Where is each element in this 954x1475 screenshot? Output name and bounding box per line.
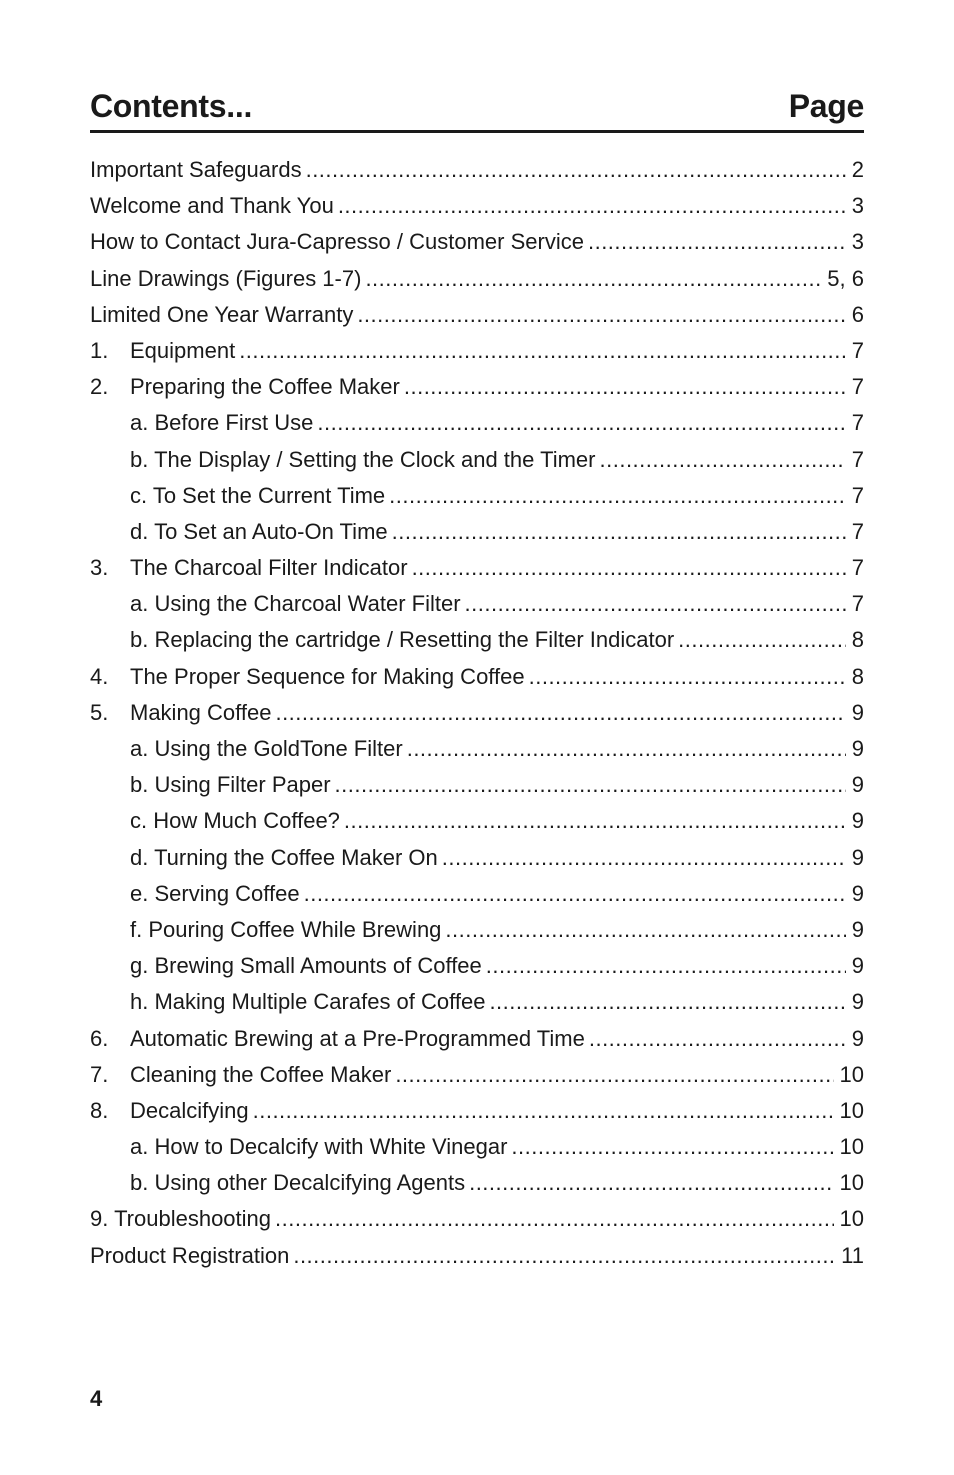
- toc-entry-page: 10: [839, 1097, 864, 1123]
- contents-header: [90, 80, 864, 126]
- toc-entry-number: 2.: [90, 374, 109, 400]
- toc-dot-leader: [239, 333, 846, 369]
- toc-entry-label: a. Using the GoldTone Filter: [130, 736, 403, 761]
- toc-entry-page: 9: [851, 880, 864, 906]
- toc-entry-page: 3: [851, 193, 864, 219]
- toc-entry-number: 3.: [90, 555, 109, 581]
- toc-entry-label: b. Using other Decalcifying Agents: [130, 1170, 466, 1196]
- toc-entry-page: 9: [851, 916, 864, 942]
- toc-dot-leader: [529, 659, 846, 695]
- toc-entry-page: 7: [851, 337, 864, 363]
- toc-entry-page: 9: [851, 772, 864, 798]
- toc-entry-label: 9. Troubleshooting: [90, 1206, 272, 1232]
- toc-entry: [90, 297, 864, 333]
- toc-entry: [90, 767, 864, 803]
- toc-entry-label: Automatic Brewing at a Pre-Programmed Time: [130, 1025, 585, 1051]
- toc-dot-leader: [589, 1021, 846, 1057]
- toc-entry: [90, 1165, 864, 1201]
- toc-dot-leader: [344, 803, 846, 839]
- toc-dot-leader: [465, 586, 846, 622]
- toc-dot-leader: [392, 514, 846, 550]
- toc-entry: [90, 514, 864, 550]
- toc-entry-page: 10: [839, 1134, 864, 1160]
- toc-entry-page: 9: [851, 736, 864, 761]
- toc-entry-label: Cleaning the Coffee Maker: [130, 1061, 392, 1087]
- toc-entry: [90, 442, 864, 478]
- toc-dot-leader: [304, 876, 846, 912]
- toc-entry-label: Equipment: [130, 337, 236, 363]
- toc-entry-label: b. Using Filter Paper: [130, 772, 331, 798]
- toc-entry-page: 11: [841, 1242, 864, 1268]
- toc-dot-leader: [600, 442, 846, 478]
- toc-entry: [90, 876, 864, 912]
- toc-entry-page: 5, 6: [827, 265, 864, 291]
- toc-entry: [90, 695, 864, 731]
- toc-entry-label: f. Pouring Coffee While Brewing: [130, 916, 442, 942]
- toc-entry: [90, 261, 864, 297]
- toc-entry-label: Limited One Year Warranty: [90, 301, 354, 327]
- toc-entry-page: 3: [851, 229, 864, 255]
- toc-entry-label: a. How to Decalcify with White Vinegar: [130, 1134, 508, 1160]
- toc-entry-label: d. To Set an Auto-On Time: [130, 518, 388, 544]
- toc-entry-number: 8.: [90, 1097, 109, 1123]
- toc-entry: [90, 1238, 864, 1274]
- toc-entry-label: b. The Display / Setting the Clock and the Timer: [130, 446, 596, 472]
- toc-dot-leader: [389, 478, 846, 514]
- toc-entry-page: 10: [839, 1061, 864, 1087]
- toc-dot-leader: [357, 297, 845, 333]
- toc-entry: [90, 1201, 864, 1237]
- toc-entry-number: 6.: [90, 1025, 109, 1051]
- toc-entry: [90, 1021, 864, 1057]
- toc-entry-page: 7: [851, 446, 864, 472]
- toc-entry-page: 7: [851, 374, 864, 400]
- toc-entry-label: h. Making Multiple Carafes of Coffee: [130, 989, 486, 1015]
- toc-entry-label: e. Serving Coffee: [130, 880, 300, 906]
- toc-entry-page: 10: [839, 1170, 864, 1196]
- toc-entry-label: Product Registration: [90, 1242, 290, 1268]
- toc-dot-leader: [442, 840, 846, 876]
- toc-entry-label: g. Brewing Small Amounts of Coffee: [130, 953, 482, 979]
- toc-entry: [90, 405, 864, 441]
- toc-entry-number: 4.: [90, 663, 109, 689]
- toc-entry-page: 7: [851, 555, 864, 581]
- toc-entry-page: 7: [851, 518, 864, 544]
- toc-entry-label: d. Turning the Coffee Maker On: [130, 844, 438, 870]
- toc-entry: [90, 550, 864, 586]
- page-number: 4: [90, 1386, 103, 1411]
- toc-entry-label: Preparing the Coffee Maker: [130, 374, 400, 400]
- toc-dot-leader: [404, 369, 846, 405]
- toc-dot-leader: [678, 622, 846, 658]
- toc-entry: [90, 586, 864, 622]
- toc-entry-page: 10: [839, 1206, 864, 1232]
- toc-entry-label: Making Coffee: [130, 699, 272, 725]
- toc-dot-leader: [306, 152, 846, 188]
- toc-dot-leader: [275, 695, 845, 731]
- toc-entry-label: a. Using the Charcoal Water Filter: [130, 591, 461, 617]
- toc-entry-label: How to Contact Jura-Capresso / Customer Service: [90, 229, 584, 255]
- toc-entry: [90, 984, 864, 1020]
- toc-entry-page: 9: [851, 953, 864, 979]
- toc-entry-page: 9: [851, 808, 864, 834]
- toc-entry: [90, 1129, 864, 1165]
- toc-entry: [90, 731, 864, 767]
- toc-entry-page: 6: [851, 301, 864, 327]
- toc-entry-label: The Charcoal Filter Indicator: [130, 555, 408, 581]
- toc-entry-number: 7.: [90, 1061, 109, 1087]
- toc-entry-label: Important Safeguards: [90, 157, 302, 182]
- toc-dot-leader: [365, 261, 821, 297]
- toc-entry: [90, 333, 864, 369]
- toc-dot-leader: [338, 188, 846, 224]
- toc-entry-page: 9: [851, 1025, 864, 1051]
- toc-entry-page: 8: [851, 627, 864, 653]
- toc-entry-label: a. Before First Use: [130, 410, 314, 436]
- toc-dot-leader: [445, 912, 845, 948]
- toc-entry-page: 7: [851, 410, 864, 436]
- toc-entry-number: 1.: [90, 337, 109, 363]
- toc-entry-label: Line Drawings (Figures 1-7): [90, 265, 362, 291]
- toc-entry-page: 7: [851, 482, 864, 508]
- toc-entry-number: 5.: [90, 699, 109, 725]
- toc-entry-label: The Proper Sequence for Making Coffee: [130, 663, 525, 689]
- toc-entry-page: 2: [851, 157, 864, 182]
- toc-entry-label: Decalcifying: [130, 1097, 249, 1123]
- toc-entry: [90, 478, 864, 514]
- toc-dot-leader: [317, 405, 845, 441]
- page-column-label: Page: [788, 88, 864, 124]
- toc-entry-page: 7: [851, 591, 864, 617]
- toc-dot-leader: [407, 731, 846, 767]
- contents-title: Contents...: [90, 88, 253, 124]
- toc-entry: [90, 224, 864, 260]
- toc-entry: [90, 622, 864, 658]
- toc-entry-page: 9: [851, 989, 864, 1015]
- toc-entry: [90, 369, 864, 405]
- toc-dot-leader: [486, 948, 846, 984]
- toc-entry: [90, 840, 864, 876]
- toc-entry-page: 9: [851, 844, 864, 870]
- toc-entry: [90, 803, 864, 839]
- toc-dot-leader: [293, 1238, 835, 1274]
- toc-entry-label: b. Replacing the cartridge / Resetting the Filter Indicator: [130, 627, 675, 653]
- toc-dot-leader: [395, 1057, 833, 1093]
- toc-dot-leader: [588, 224, 846, 260]
- toc-entry: [90, 188, 864, 224]
- toc-dot-leader: [253, 1093, 834, 1129]
- toc-entry-label: c. How Much Coffee?: [130, 808, 340, 834]
- toc-dot-leader: [335, 767, 846, 803]
- toc-entry-label: Welcome and Thank You: [90, 193, 334, 219]
- toc-dot-leader: [511, 1129, 833, 1165]
- table-of-contents: [90, 152, 864, 1274]
- toc-entry: [90, 152, 864, 188]
- toc-dot-leader: [489, 984, 845, 1020]
- toc-entry: [90, 1057, 864, 1093]
- toc-entry-label: c. To Set the Current Time: [130, 482, 386, 508]
- toc-entry: [90, 948, 864, 984]
- toc-dot-leader: [412, 550, 846, 586]
- header-divider: [90, 130, 864, 133]
- toc-entry-page: 8: [851, 663, 864, 689]
- toc-entry: [90, 912, 864, 948]
- toc-entry: [90, 659, 864, 695]
- toc-dot-leader: [275, 1201, 833, 1237]
- toc-dot-leader: [469, 1165, 833, 1201]
- toc-entry-page: 9: [851, 699, 864, 725]
- toc-entry: [90, 1093, 864, 1129]
